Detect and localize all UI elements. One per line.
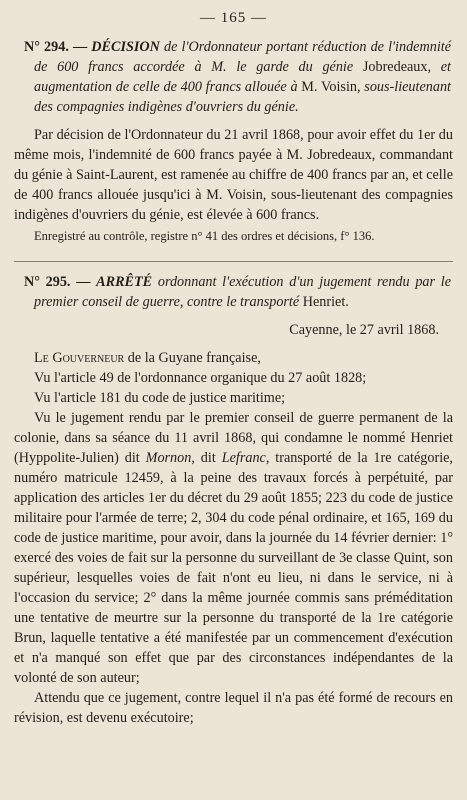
- arrete-295-number: N° 295.: [24, 274, 71, 290]
- vu-jugement: [14, 408, 453, 688]
- vu-jugement-text-b: , dit: [191, 450, 222, 466]
- vu-article-49: Vu l'article 49 de l'ordonnance organique du 27 août 1828;: [34, 370, 367, 386]
- vu-article-181: Vu l'article 181 du code de justice maritime;: [34, 390, 286, 406]
- decision-294-heading-name2: M. Voisin: [301, 79, 357, 95]
- alias-mornon: Mornon: [145, 450, 192, 466]
- decision-294-heading-name1: Jobredeaux: [362, 59, 428, 75]
- vu-jugement-text-a: Vu le jugement rendu par le premier conseil de guerre permanent de la colonie, dans sa séance du 11 avril 1868, qui condamne le nommé Henriet (Hyppolite-Julien) dit: [14, 410, 453, 466]
- arrete-295-heading: [14, 272, 453, 312]
- heading-dash: —: [68, 39, 92, 55]
- decision-294-body: Par décision de l'Ordonnateur du 21 avril 1868, pour avoir effet du 1er du même mois, l'indemnité de 600 francs payée à M. Jobredeaux, commandant du génie à Saint-Laurent, est ramenée au chiffre de 400 francs par an, et celle de 400 francs allouée jusqu'ici à M. Voisin, sous-lieutenant des compagnies indigènes d'ouvriers du génie, est élevée à 600 francs.: [14, 127, 453, 223]
- governor-rest: de la Guyane française,: [124, 350, 261, 366]
- decision-294-number: N° 294.: [24, 39, 69, 55]
- decision-294-heading-part2: , et augmentation de celle de 400 francs allouée à: [34, 59, 451, 95]
- governor-title: Le Gouverneur: [34, 350, 125, 366]
- heading-dash: —: [70, 274, 97, 290]
- dateline: Cayenne, le 27 avril 1868.: [289, 322, 439, 338]
- page-number: — 165 —: [200, 10, 267, 26]
- decision-294-heading-part1: de l'Ordonnateur portant réduction de l'indemnité de 600 francs accordée à M. le garde du génie: [34, 39, 452, 75]
- governor-line: [14, 348, 453, 368]
- arrete-295-title-word: ARRÊTÉ: [96, 274, 153, 290]
- arrete-295-heading-end: .: [345, 294, 349, 310]
- decision-294-heading-part3: , sous-lieutenant des compagnies indigènes d'ouvriers du génie.: [34, 79, 451, 115]
- vu-jugement-text-c: , transporté de la 1re catégorie, numéro matricule 12459, à la peine des travaux forcés à perpétuité, par application des articles 1er du décret du 29 août 1855; 223 du code de justice militaire pour l'armée de terre; 2, 304 du code pénal ordinaire, et 165, 169 du code de justice maritime, pour avoir, dans la journée du 14 février dernier: 1° exercé des voies de fait sur la personne du surveillant de 3e classe Quint, son supérieur, lesquelles voies de fait n'ont eu lieu, ni dans le service, ni à l'occasion du service; 2° dans la même journée commis sans préméditation une tentative de meurtre sur la personne du transporté de la 1re catégorie Brun, laquelle tentative a été manifestée par un commencement d'exécution et n'a manqué son effet que par des circonstances indépendantes de la volonté de son auteur;: [14, 450, 453, 686]
- arrete-295-heading-name: Henriet: [302, 294, 346, 310]
- decision-294-registration: Enregistré au contrôle, registre n° 41 des ordres et décisions, f° 136.: [34, 229, 375, 243]
- alias-lefranc: Lefranc: [221, 450, 266, 466]
- arrete-295-heading-part1: ordonnant l'exécution d'un jugement rendu par le premier conseil de guerre, contre le transporté: [34, 274, 452, 310]
- attendu-paragraph: Attendu que ce jugement, contre lequel il n'a pas été formé de recours en révision, est devenu exécutoire;: [14, 690, 453, 726]
- decision-294-heading: [14, 37, 453, 117]
- decision-294-title-word: DÉCISION: [91, 39, 160, 55]
- section-separator: [14, 261, 453, 262]
